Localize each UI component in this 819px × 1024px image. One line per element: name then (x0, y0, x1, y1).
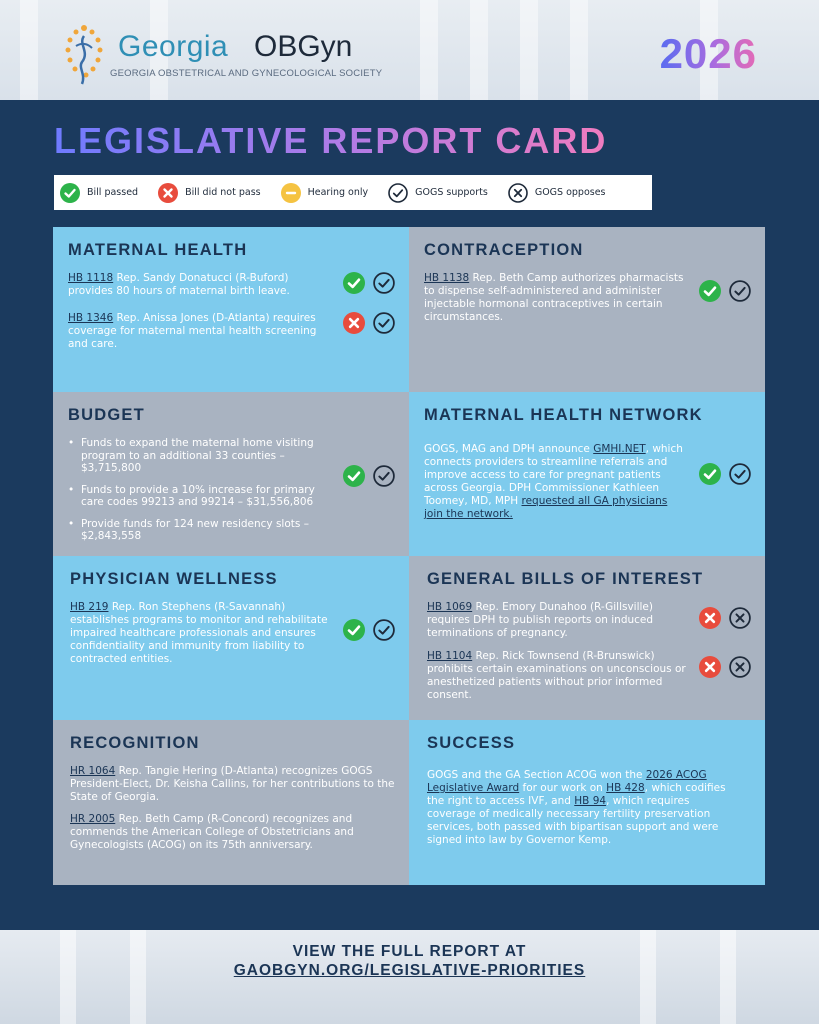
hb94-link[interactable]: HB 94 (574, 795, 607, 807)
section-title: MATERNAL HEALTH (68, 241, 248, 259)
bill-link[interactable]: HB 1346 (68, 312, 114, 324)
resolution-link[interactable]: HR 1064 (70, 765, 116, 777)
check-green-icon (60, 183, 80, 203)
section-contraception (409, 227, 765, 392)
x-outline-icon (729, 656, 751, 678)
check-green-icon (343, 619, 365, 641)
section-maternal-health-network (409, 392, 765, 556)
section-success (409, 720, 765, 885)
section-physician-wellness (53, 556, 409, 720)
logo-figure-icon (58, 22, 110, 88)
x-red-icon (158, 183, 178, 203)
check-outline-icon (373, 465, 395, 487)
logo-word-obgyn: OBGyn (254, 30, 353, 63)
x-outline-icon (508, 183, 528, 203)
check-green-icon (699, 280, 721, 302)
success-text (427, 765, 741, 847)
resolution-description: Rep. Beth Camp (R-Concord) recognizes and commends the American College of Obstetricians and Gynecologists (ACOG) on its 75th anniversary. (70, 813, 354, 851)
network-text: , which connects providers to streamline referrals and improve access to care for pregnant patients across Georgia. DPH Commissioner Kathleen Toomey, MD, MPH (424, 443, 683, 507)
section-title: PHYSICIAN WELLNESS (70, 570, 278, 588)
budget-item: • Funds to expand the maternal home visiting program to an additional 33 counties – $3,715,800 (68, 437, 329, 475)
section-general-bills (409, 556, 765, 720)
bill-entry (427, 650, 751, 702)
bill-link[interactable]: HB 1118 (68, 272, 114, 284)
legend-item-hearing (281, 183, 369, 203)
legend-item-supports (388, 183, 488, 203)
check-outline-icon (373, 619, 395, 641)
x-red-icon (343, 312, 365, 334)
budget-item: • Funds to provide a 10% increase for primary care codes 99213 and 99214 – $31,556,806 (68, 484, 329, 509)
legend-item-failed (158, 183, 261, 203)
hb428-link[interactable]: HB 428 (606, 782, 645, 794)
network-entry (424, 437, 751, 521)
check-outline-icon (388, 183, 408, 203)
section-title: GENERAL BILLS OF INTEREST (427, 570, 704, 588)
footer-cta (0, 942, 819, 980)
x-red-icon (699, 607, 721, 629)
success-text-part: for our work on (519, 782, 607, 794)
check-green-icon (699, 463, 721, 485)
page-title: LEGISLATIVE REPORT CARD (54, 120, 608, 161)
bill-entry (68, 312, 395, 351)
legend-label: GOGS supports (415, 187, 488, 198)
check-outline-icon (373, 312, 395, 334)
network-text: GOGS, MAG and DPH announce (424, 443, 594, 455)
bill-link[interactable]: HB 219 (70, 601, 109, 613)
legend-label: GOGS opposes (534, 187, 606, 198)
bill-entry (424, 272, 751, 324)
bill-description: Rep. Emory Dunahoo (R-Gillsville) requires DPH to publish reports on induced terminations of pregnancy. (427, 601, 654, 639)
dash-yellow-icon (281, 183, 301, 203)
section-title: RECOGNITION (70, 734, 200, 752)
resolution-description: Rep. Tangie Hering (D-Atlanta) recognizes GOGS President-Elect, Dr. Keisha Callins, for her contributions to the State of Georgia. (70, 765, 395, 803)
bill-entry (68, 272, 395, 298)
report-year: 2026 (659, 30, 757, 77)
section-recognition (53, 720, 409, 885)
join-network-link[interactable]: requested all GA physicians join the network. (424, 495, 668, 520)
section-budget (53, 392, 409, 556)
success-text-part: , which requires coverage of medically necessary fertility preservation services, both passed with bipartisan support and were signed into law by Governor Kemp. (427, 795, 719, 846)
section-maternal-health (53, 227, 409, 392)
logo-subtitle: GEORGIA OBSTETRICAL AND GYNECOLOGICAL SOCIETY (110, 68, 383, 79)
budget-list (68, 437, 343, 552)
section-title: BUDGET (68, 406, 145, 424)
bill-link[interactable]: HB 1138 (424, 272, 470, 284)
legend-label: Bill did not pass (185, 187, 261, 198)
budget-entry (68, 437, 395, 552)
report-url-link[interactable]: GAOBGYN.ORG/LEGISLATIVE-PRIORITIES (233, 962, 586, 979)
check-green-icon (343, 465, 365, 487)
cta-line: VIEW THE FULL REPORT AT (292, 943, 527, 960)
bill-description: Rep. Sandy Donatucci (R-Buford) provides 80 hours of maternal birth leave. (68, 272, 290, 297)
check-outline-icon (729, 280, 751, 302)
gmhi-link[interactable]: GMHI.NET (593, 443, 646, 455)
success-text-part: GOGS and the GA Section ACOG won the (427, 769, 646, 781)
check-outline-icon (729, 463, 751, 485)
bill-entry (427, 601, 751, 640)
legend-item-passed (60, 183, 138, 203)
section-title: MATERNAL HEALTH NETWORK (424, 406, 703, 424)
resolution-link[interactable]: HR 2005 (70, 813, 116, 825)
bill-entry (70, 601, 395, 666)
acog-award-link[interactable]: 2026 ACOG Legislative Award (427, 769, 707, 794)
section-title: SUCCESS (427, 734, 516, 752)
check-outline-icon (373, 272, 395, 294)
bill-description: Rep. Beth Camp authorizes pharmacists to dispense self-administered and administer injectable hormonal contraceptives in certain circumstances. (424, 272, 684, 323)
x-red-icon (699, 656, 721, 678)
recognition-entry (70, 765, 395, 804)
check-green-icon (343, 272, 365, 294)
legend-label: Hearing only (307, 187, 369, 198)
bill-link[interactable]: HB 1104 (427, 650, 473, 662)
logo-word-georgia: Georgia (118, 30, 229, 63)
logo (58, 22, 388, 90)
legend (54, 175, 652, 210)
legend-item-opposes (508, 183, 606, 203)
section-title: CONTRACEPTION (424, 241, 584, 259)
bill-link[interactable]: HB 1069 (427, 601, 473, 613)
bill-description: Rep. Ron Stephens (R-Savannah) establishes programs to monitor and rehabilitate impaired healthcare professionals and ensures confidentiality and immunity from liability to contracted entities. (70, 601, 328, 665)
legend-label: Bill passed (87, 187, 139, 198)
success-text-part: , which codifies the right to access IVF, and (427, 782, 726, 807)
x-outline-icon (729, 607, 751, 629)
bill-description: Rep. Anissa Jones (D-Atlanta) requires coverage for maternal mental health screening and care. (68, 312, 317, 350)
recognition-entry (70, 813, 395, 852)
report-grid (53, 227, 765, 885)
budget-item: • Provide funds for 124 new residency slots – $2,843,558 (68, 518, 329, 543)
bill-description: Rep. Rick Townsend (R-Brunswick) prohibits certain examinations on unconscious or anesthetized patients without prior informed consent. (427, 650, 686, 701)
